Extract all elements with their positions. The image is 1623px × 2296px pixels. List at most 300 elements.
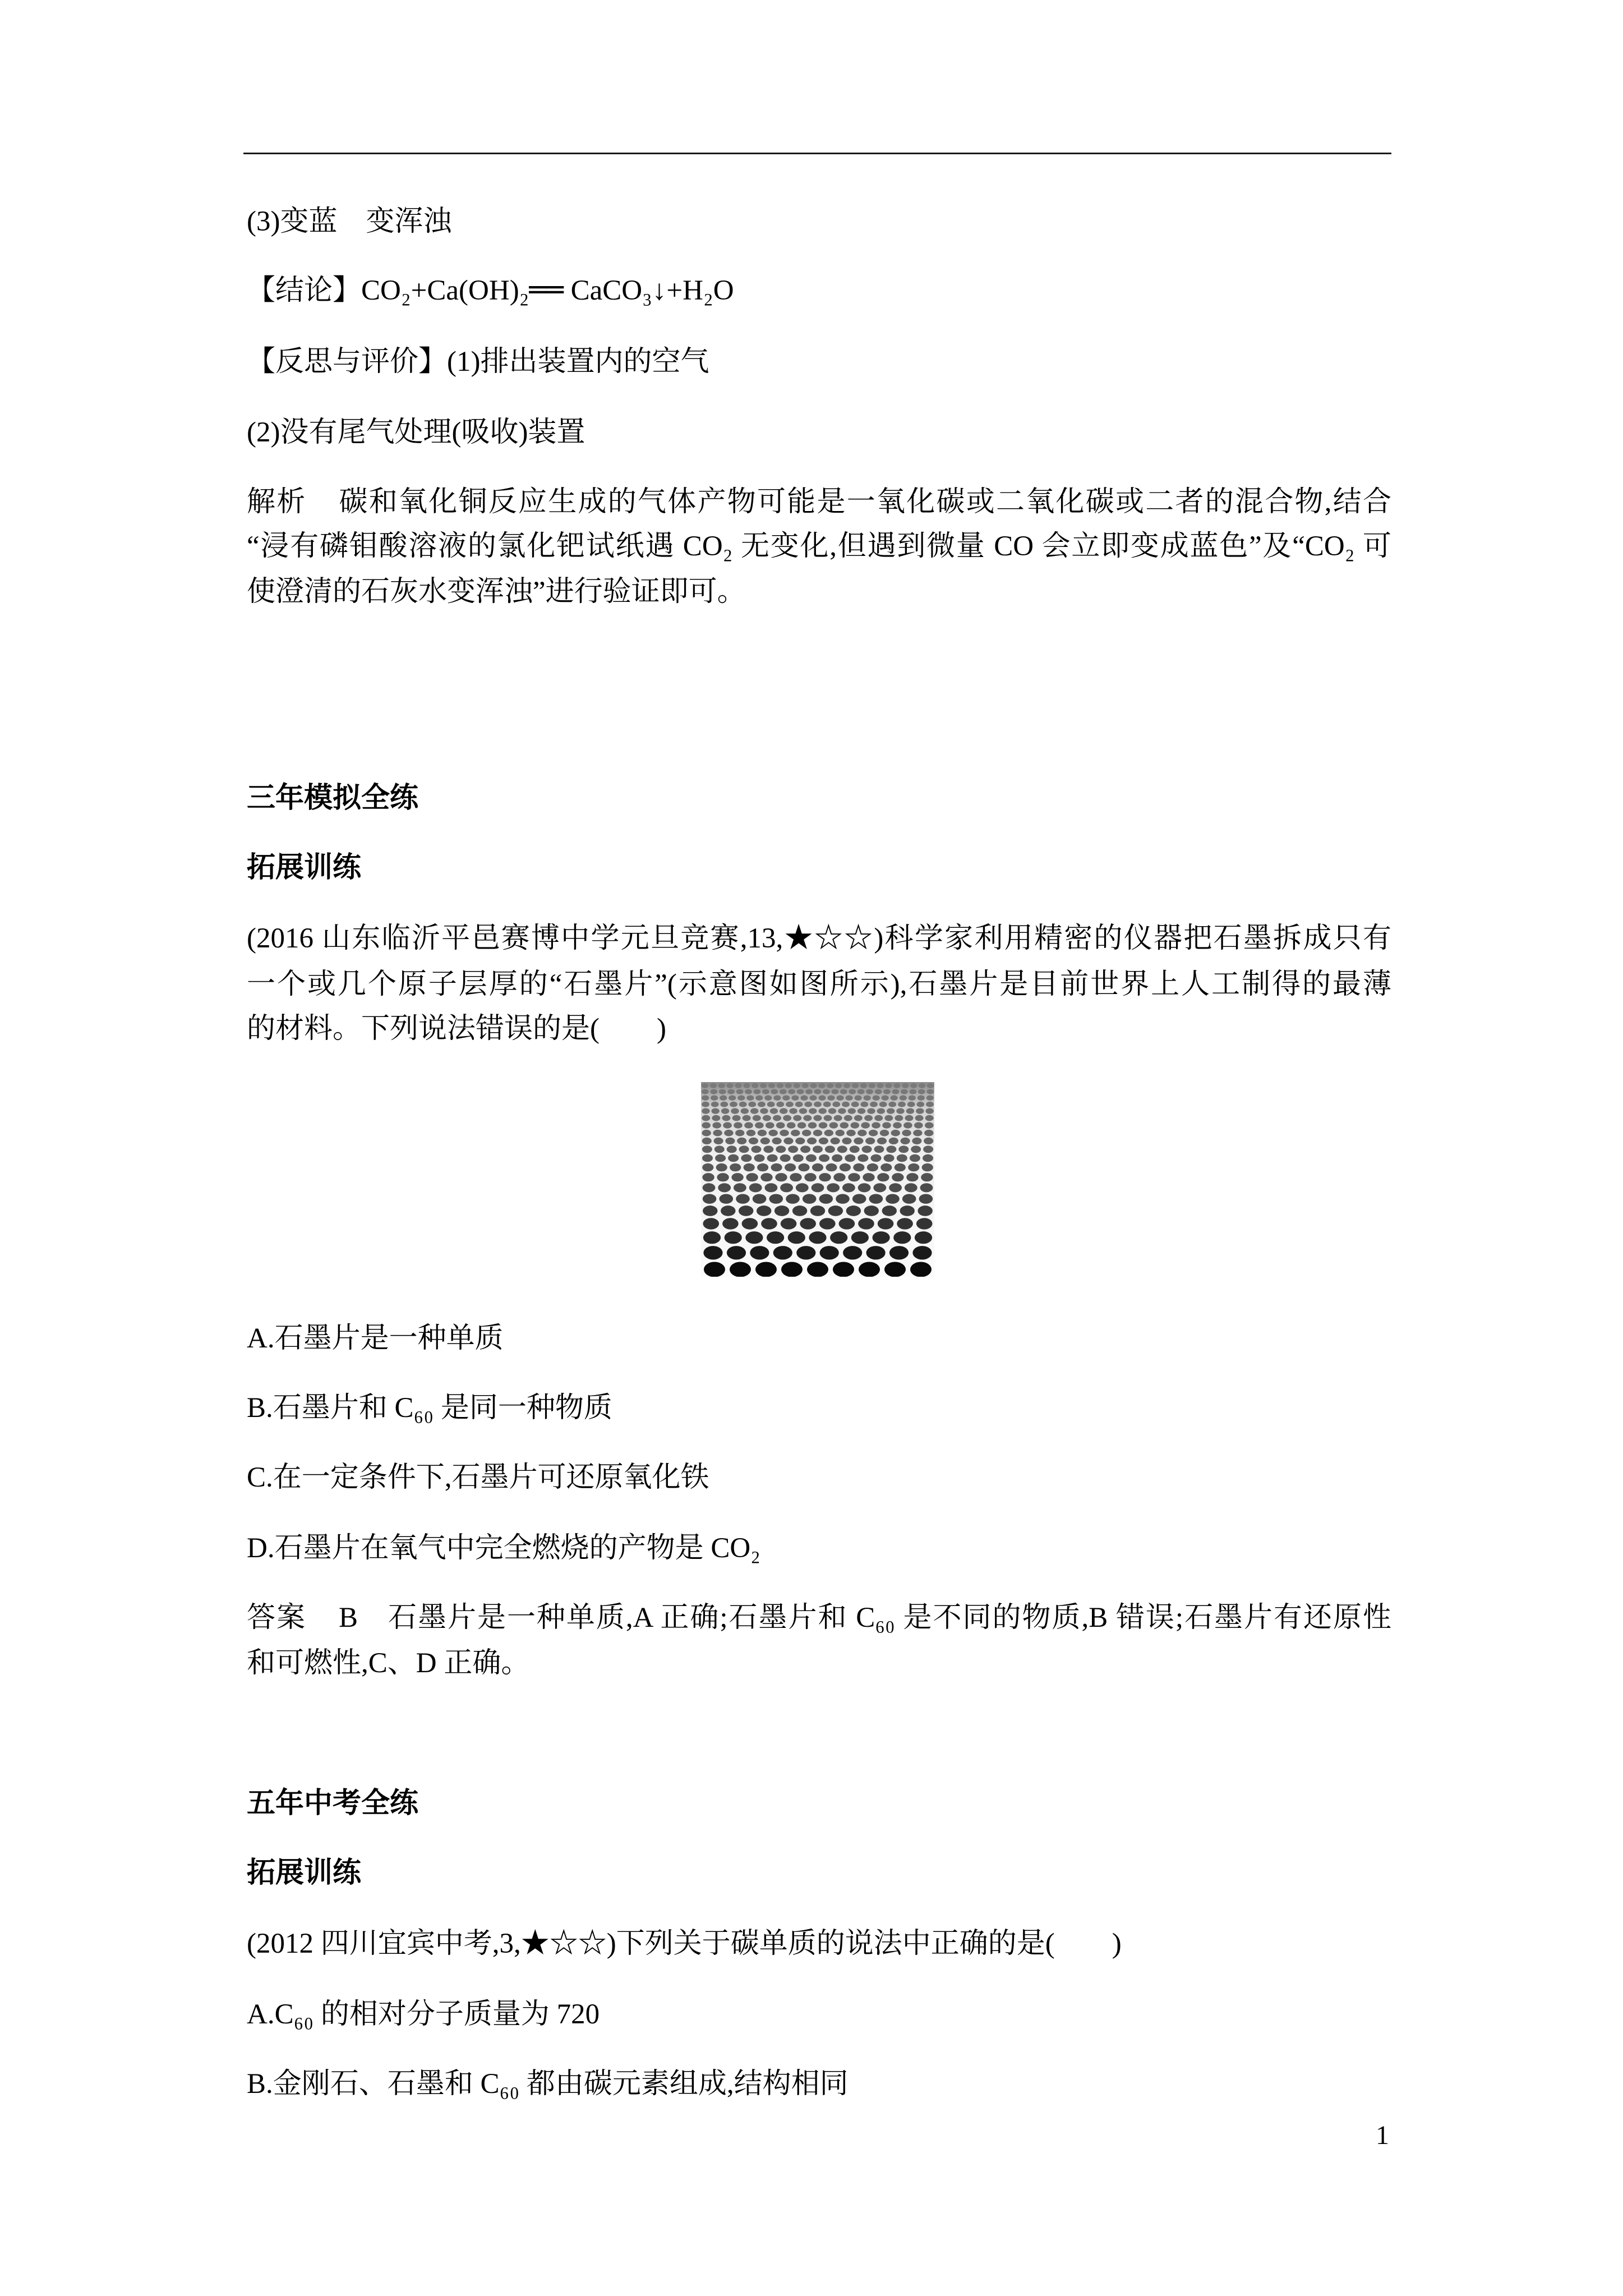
lattice-atom [925, 1122, 934, 1129]
lattice-atom [795, 1138, 805, 1144]
lattice-atom [852, 1083, 859, 1088]
lattice-atom [829, 1122, 838, 1129]
lattice-atom [871, 1154, 882, 1162]
lattice-atom [702, 1163, 713, 1171]
lattice-atom [767, 1102, 775, 1107]
lattice-atom [737, 1096, 745, 1101]
reflection-line [247, 345, 1391, 379]
lattice-atom [788, 1231, 805, 1244]
lattice-atom [837, 1096, 844, 1101]
lattice-atom [764, 1096, 772, 1101]
lattice-atom [818, 1096, 826, 1101]
lattice-atom [906, 1108, 914, 1114]
lattice-atom [910, 1154, 920, 1162]
lattice-atom [813, 1145, 823, 1153]
lattice-atom [761, 1218, 777, 1229]
lattice-atom [869, 1083, 875, 1088]
lattice-atom [809, 1231, 826, 1244]
lattice-atom [858, 1183, 871, 1192]
lattice-atom [857, 1130, 866, 1137]
lattice-atom [727, 1145, 737, 1153]
lattice-atom [808, 1122, 817, 1129]
lattice-atom [886, 1145, 896, 1153]
lattice-atom [714, 1145, 725, 1153]
answer-key: B [338, 1602, 358, 1634]
lattice-atom [803, 1194, 817, 1204]
lattice-atom [884, 1262, 906, 1277]
lattice-atom [703, 1231, 721, 1244]
lattice-atom [702, 1115, 710, 1121]
lattice-atom [880, 1163, 892, 1171]
lattice-atom [819, 1154, 829, 1162]
lattice-atom [843, 1246, 862, 1259]
lattice-atom [832, 1089, 839, 1094]
lattice-atom [912, 1138, 921, 1144]
lattice-atom [799, 1108, 807, 1114]
lattice-atom [787, 1122, 796, 1129]
lattice-atom [710, 1089, 717, 1094]
lattice-atom [719, 1089, 726, 1094]
lattice-atom [727, 1246, 746, 1259]
lattice-atom [924, 1138, 933, 1144]
lattice-atom [804, 1173, 816, 1181]
lattice-atom [860, 1102, 868, 1107]
lattice-atom [769, 1194, 783, 1204]
lattice-atom [885, 1083, 892, 1088]
lattice-atom [823, 1102, 831, 1107]
lattice-atom [793, 1115, 801, 1121]
answer-line-2: 和可燃性,C、D 正确。 [247, 1648, 530, 1679]
lattice-atom [742, 1218, 758, 1229]
lattice-atom [837, 1145, 847, 1153]
lattice-atom [916, 1218, 933, 1229]
question-stem-line: (2016 山东临沂平邑赛博中学元旦竞赛,13,★☆☆)科学家利用精密的仪器把石墨拆成只有 [247, 923, 1391, 954]
lattice-atom [819, 1122, 828, 1129]
lattice-atom [877, 1173, 889, 1181]
lattice-atom [843, 1083, 850, 1088]
lattice-atom [845, 1154, 855, 1162]
lattice-atom [731, 1173, 743, 1181]
lattice-atom [905, 1115, 914, 1121]
lattice-atom [773, 1115, 781, 1121]
lattice-atom [789, 1108, 797, 1114]
lattice-atom [877, 1083, 884, 1088]
equation-sign: ══ [529, 274, 564, 307]
lattice-atom [874, 1115, 883, 1121]
lattice-atom [794, 1083, 800, 1088]
lattice-atom [763, 1115, 771, 1121]
lattice-atom [854, 1115, 863, 1121]
lattice-atom [766, 1122, 774, 1129]
lattice-atom [888, 1102, 896, 1107]
lattice-atom [925, 1108, 933, 1114]
option-c: C.在一定条件下,石墨片可还原氧化铁 [247, 1462, 709, 1493]
lattice-atom [895, 1163, 906, 1171]
equation-left: CO₂+Ca(OH)₂ [361, 275, 529, 306]
lattice-atom [898, 1145, 909, 1153]
lattice-atom [702, 1154, 713, 1162]
lattice-atom [760, 1083, 767, 1088]
lattice-atom [746, 1130, 755, 1137]
lattice-atom [728, 1096, 736, 1101]
lattice-atom [788, 1089, 795, 1094]
lattice-atom [704, 1262, 725, 1277]
lattice-atom [730, 1262, 751, 1277]
lattice-atom [780, 1108, 787, 1114]
lattice-atom [914, 1122, 923, 1129]
lattice-atom [806, 1154, 817, 1162]
lattice-atom [712, 1115, 720, 1121]
lattice-atom [839, 1218, 855, 1229]
lattice-atom [884, 1154, 895, 1162]
lattice-atom [711, 1096, 718, 1101]
lattice-atom [835, 1083, 842, 1088]
lattice-atom [781, 1262, 803, 1277]
lattice-atom [739, 1102, 747, 1107]
lattice-atom [750, 1108, 758, 1114]
lattice-atom [814, 1115, 822, 1121]
reflection-label: 【反思与评价】 [247, 346, 448, 378]
lattice-atom [702, 1130, 711, 1137]
lattice-atom [725, 1138, 735, 1144]
lattice-atom [850, 1145, 860, 1153]
lattice-atom [813, 1130, 822, 1137]
lattice-atom [793, 1154, 804, 1162]
lattice-atom [905, 1183, 917, 1192]
lattice-atom [924, 1130, 933, 1137]
lattice-atom [819, 1218, 836, 1229]
lattice-atom [922, 1163, 933, 1171]
lattice-atom [824, 1130, 833, 1137]
lattice-atom [763, 1145, 773, 1153]
lattice-atom [828, 1108, 836, 1114]
lattice-atom [849, 1089, 856, 1094]
lattice-atom [760, 1138, 770, 1144]
lattice-atom [887, 1108, 895, 1114]
analysis-line-2: “浸有磷钼酸溶液的氯化钯试纸遇 CO₂ 无变化,但遇到微量 CO 会立即变成蓝色”及“CO₂ 可 [247, 531, 1391, 562]
lattice-atom [725, 1231, 742, 1244]
lattice-atom [765, 1183, 778, 1192]
lattice-atom [767, 1231, 784, 1244]
lattice-atom [819, 1194, 833, 1204]
lattice-atom [833, 1262, 854, 1277]
lattice-atom [783, 1115, 791, 1121]
lattice-atom [836, 1130, 845, 1137]
lattice-atom [918, 1089, 925, 1094]
lattice-atom [755, 1262, 777, 1277]
lattice-atom [906, 1173, 918, 1181]
lattice-atom [901, 1089, 908, 1094]
page-number: 1 [1376, 2120, 1389, 2150]
lattice-atom [785, 1083, 792, 1088]
lattice-atom [739, 1205, 753, 1216]
lattice-atom [877, 1138, 887, 1144]
reflection-item-1: (1)排出装置内的空气 [447, 346, 709, 378]
lattice-atom [848, 1108, 856, 1114]
lattice-atom [800, 1218, 816, 1229]
lattice-atom [702, 1145, 712, 1153]
lattice-atom [803, 1115, 811, 1121]
lattice-atom [916, 1102, 924, 1107]
lattice-atom [886, 1194, 900, 1204]
lattice-atom [812, 1163, 823, 1171]
lattice-atom [781, 1218, 797, 1229]
lattice-atom [702, 1108, 709, 1114]
lattice-atom [923, 1145, 933, 1153]
lattice-atom [882, 1096, 889, 1101]
lattice-atom [828, 1205, 843, 1216]
option-d: D.石墨片在氧气中完全燃烧的产物是 CO₂ [247, 1533, 760, 1564]
lattice-atom [838, 1108, 846, 1114]
lattice-atom [884, 1115, 893, 1121]
lattice-atom [911, 1145, 921, 1153]
answer-label: 答案 [247, 1602, 306, 1634]
lattice-atom [926, 1096, 934, 1101]
lattice-atom [785, 1163, 796, 1171]
lattice-atom [853, 1163, 864, 1171]
lattice-atom [807, 1138, 817, 1144]
lattice-atom [854, 1138, 863, 1144]
lattice-atom [863, 1173, 874, 1181]
lattice-atom [797, 1122, 806, 1129]
option-b: B.金刚石、石墨和 C₆₀ 都由碳元素组成,结构相同 [247, 2068, 849, 2100]
lattice-atom [917, 1096, 925, 1101]
lattice-atom [797, 1089, 804, 1094]
lattice-atom [920, 1183, 933, 1192]
lattice-atom [702, 1122, 711, 1129]
lattice-atom [898, 1102, 906, 1107]
lattice-atom [833, 1173, 845, 1181]
lattice-atom [918, 1205, 933, 1216]
lattice-atom [840, 1089, 847, 1094]
lattice-atom [730, 1163, 741, 1171]
lattice-atom [751, 1083, 758, 1088]
lattice-atom [926, 1102, 934, 1107]
lattice-atom [796, 1246, 815, 1259]
lattice-atom [889, 1138, 898, 1144]
lattice-atom [859, 1262, 880, 1277]
lattice-atom [716, 1163, 727, 1171]
lattice-atom [927, 1083, 934, 1088]
lattice-atom [919, 1194, 933, 1204]
question-stem-line: (2012 四川宜宾中考,3,★☆☆)下列关于碳单质的说法中正确的是( ) [247, 1928, 1122, 1959]
lattice-atom [909, 1096, 916, 1101]
lattice-atom [762, 1089, 769, 1094]
conclusion-line [247, 274, 1391, 307]
section-title: 三年模拟全练 [247, 783, 419, 814]
lattice-atom [723, 1122, 732, 1129]
lattice-atom [900, 1205, 915, 1216]
lattice-atom [907, 1102, 915, 1107]
lattice-atom [802, 1083, 809, 1088]
lattice-atom [702, 1083, 708, 1088]
lattice-atom [832, 1154, 842, 1162]
lattice-atom [889, 1183, 902, 1192]
lattice-atom [842, 1102, 850, 1107]
analysis-line-3: 使澄清的石灰水变浑浊”进行验证即可。 [247, 576, 746, 608]
lattice-atom [807, 1262, 828, 1277]
lattice-atom [791, 1130, 800, 1137]
lattice-atom [771, 1089, 778, 1094]
lattice-atom [703, 1218, 720, 1229]
lattice-atom [851, 1231, 869, 1244]
lattice-atom [757, 1163, 768, 1171]
lattice-atom [824, 1115, 832, 1121]
lattice-atom [908, 1163, 919, 1171]
lattice-atom [809, 1108, 817, 1114]
graphene-lattice-image [701, 1082, 934, 1277]
lattice-atom [769, 1130, 778, 1137]
lattice-atom [830, 1231, 847, 1244]
lattice-atom [804, 1102, 812, 1107]
lattice-atom [760, 1108, 768, 1114]
lattice-atom [851, 1102, 859, 1107]
lattice-atom [757, 1205, 771, 1216]
lattice-atom [857, 1154, 868, 1162]
lattice-atom [753, 1115, 761, 1121]
lattice-atom [721, 1205, 735, 1216]
lattice-atom [712, 1122, 721, 1129]
lattice-atom [798, 1163, 809, 1171]
lattice-atom [720, 1194, 734, 1204]
lattice-atom [882, 1205, 897, 1216]
lattice-atom [703, 1183, 716, 1192]
lattice-atom [891, 1096, 898, 1101]
analysis-text: 碳和氧化铜反应生成的气体产物可能是一氧化碳或二氧化碳或二者的混合物,结合 [339, 486, 1391, 518]
lattice-atom [743, 1083, 750, 1088]
lattice-atom [867, 1108, 875, 1114]
lattice-atom [857, 1108, 865, 1114]
lattice-atom [792, 1205, 807, 1216]
lattice-atom [728, 1154, 739, 1162]
lattice-atom [921, 1173, 933, 1181]
lattice-atom [834, 1115, 842, 1121]
lattice-atom [744, 1163, 755, 1171]
lattice-atom [926, 1089, 934, 1094]
lattice-atom [722, 1115, 731, 1121]
lattice-atom [902, 1130, 911, 1137]
lattice-atom [702, 1096, 709, 1101]
lattice-atom [818, 1083, 825, 1088]
lattice-atom [717, 1173, 728, 1181]
lattice-atom [842, 1183, 855, 1192]
lattice-atom [864, 1096, 871, 1101]
lattice-atom [786, 1102, 794, 1107]
lattice-atom [800, 1096, 808, 1101]
lattice-atom [718, 1183, 731, 1192]
lattice-atom [916, 1108, 924, 1114]
lattice-atom [741, 1154, 751, 1162]
lattice-atom [748, 1102, 756, 1107]
lattice-atom [783, 1138, 793, 1144]
lattice-atom [721, 1108, 729, 1114]
lattice-atom [814, 1089, 822, 1094]
lattice-atom [810, 1205, 825, 1216]
lattice-atom [758, 1130, 767, 1137]
lattice-atom [768, 1083, 775, 1088]
lattice-atom [892, 1173, 903, 1181]
lattice-atom [873, 1096, 880, 1101]
lattice-atom [770, 1108, 778, 1114]
lattice-atom [805, 1089, 813, 1094]
lattice-atom [777, 1083, 783, 1088]
lattice-atom [780, 1154, 791, 1162]
lattice-atom [786, 1194, 800, 1204]
lattice-atom [919, 1083, 925, 1088]
lattice-atom [913, 1130, 922, 1137]
lattice-atom [727, 1089, 735, 1094]
lattice-atom [903, 1122, 912, 1129]
lattice-atom [730, 1102, 737, 1107]
lattice-atom [819, 1173, 831, 1181]
lattice-atom [771, 1163, 782, 1171]
lattice-atom [877, 1108, 885, 1114]
lattice-atom [857, 1089, 865, 1094]
question-stem-line: 的材料。下列说法错误的是( ) [247, 1013, 666, 1045]
lattice-atom [810, 1083, 817, 1088]
lattice-atom [820, 1246, 839, 1259]
lattice-atom [754, 1089, 761, 1094]
lattice-atom [896, 1108, 904, 1114]
lattice-atom [773, 1246, 792, 1259]
lattice-atom [735, 1083, 742, 1088]
lattice-atom [736, 1194, 750, 1204]
lattice-atom [832, 1102, 840, 1107]
lattice-atom [891, 1130, 900, 1137]
lattice-atom [823, 1089, 830, 1094]
lattice-atom [862, 1145, 872, 1153]
lattice-atom [780, 1089, 787, 1094]
lattice-atom [791, 1096, 799, 1101]
lattice-atom [893, 1122, 902, 1129]
lattice-atom [702, 1102, 709, 1107]
lattice-atom [775, 1173, 787, 1181]
lattice-atom [702, 1089, 709, 1094]
lattice-atom [702, 1138, 712, 1144]
lattice-atom [809, 1096, 817, 1101]
analysis-label: 解析 [247, 486, 307, 518]
lattice-atom [739, 1145, 749, 1153]
lattice-atom [855, 1096, 862, 1101]
lattice-atom [842, 1138, 851, 1144]
lattice-atom [718, 1083, 725, 1088]
lattice-atom [702, 1173, 714, 1181]
lattice-atom [732, 1115, 741, 1121]
answer-text: 石墨片是一种单质,A 正确;石墨片和 C₆₀ 是不同的物质,B 错误;石墨片有还原性 [387, 1602, 1391, 1634]
lattice-atom [827, 1183, 840, 1192]
graphene-figure [701, 1082, 934, 1277]
lattice-atom [915, 1231, 932, 1244]
lattice-atom [867, 1163, 878, 1171]
lattice-atom [866, 1089, 873, 1094]
lattice-atom [874, 1145, 884, 1153]
lattice-atom [836, 1194, 850, 1204]
lattice-atom [827, 1083, 833, 1088]
lattice-atom [744, 1122, 753, 1129]
section-subtitle: 拓展训练 [247, 852, 362, 884]
lattice-atom [755, 1122, 764, 1129]
lattice-atom [720, 1096, 727, 1101]
lattice-atom [851, 1122, 860, 1129]
lattice-atom [735, 1130, 744, 1137]
lattice-atom [915, 1115, 924, 1121]
section-title: 五年中考全练 [247, 1788, 419, 1819]
lattice-atom [711, 1102, 719, 1107]
lattice-atom [703, 1246, 722, 1259]
lattice-atom [889, 1246, 909, 1259]
lattice-atom [772, 1138, 782, 1144]
lattice-atom [788, 1145, 798, 1153]
